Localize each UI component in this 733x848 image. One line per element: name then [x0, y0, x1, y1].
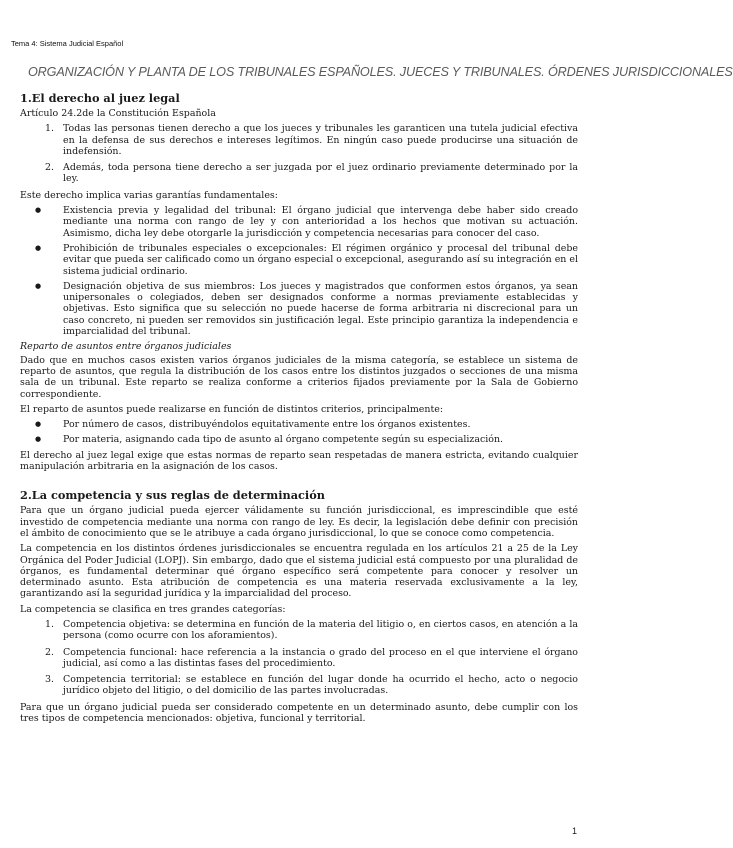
section-2-paragraph-2: La competencia en los distintos órdenes jurisdiccionales se encuentra regulada en los artículos 21 a 25 de la Ley Orgánica del Poder Judicial (LOPJ). Sin embargo, dado que el sistema judicial está compuesto por una pluralidad de órganos, es fundamental determinar qué órgano específico será competente para conocer y resolver un determinado asunto. Esta atribución de competencia es una materia reservada exclusivamente a la ley, garantizando así la seguridad jurídica y la imparcialidad del proceso. — [20, 543, 578, 600]
header-tag: Tema 4: Sistema Judicial Español — [11, 39, 124, 48]
list-item: 1. Todas las personas tienen derecho a que los jueces y tribunales les garanticen una tutela judicial efectiva en la defensa de sus derechos e intereses legítimos. En ningún caso puede producirse una situación de indefensión. — [57, 123, 578, 157]
section-1-heading: 1.El derecho al juez legal — [20, 91, 180, 105]
page-number: 1 — [571, 826, 577, 836]
section-2-closing: Para que un órgano judicial pueda ser considerado competente en un determinado asunto, debe cumplir con los tres tipos de competencia mencionados: objetiva, funcional y territorial. — [20, 701, 578, 725]
reparto-paragraph-2: El reparto de asuntos puede realizarse en función de distintos criterios, principalmente: — [20, 403, 444, 415]
list-item: ● Por materia, asignando cada tipo de asunto al órgano competente según su especialización. — [57, 434, 578, 445]
list-item: 1. Competencia objetiva: se determina en función de la materia del litigio o, en ciertos casos, en atención a la persona (como ocurre con los aforamientos). — [57, 619, 578, 642]
section-1-numbered-list — [20, 123, 578, 184]
reparto-paragraph-1: Dado que en muchos casos existen varios órganos judiciales de la misma categoría, se establece un sistema de reparto de asuntos, que regula la distribución de los casos entre los distintos juzgados o secciones de una misma sala de un tribunal. Este reparto se realiza conforme a criterios fijados previamente por la Sala de Gobierno correspondiente. — [20, 354, 578, 400]
section-2-heading: 2.La competencia y sus reglas de determinación — [20, 488, 325, 503]
list-item: ● Prohibición de tribunales especiales o excepcionales: El régimen orgánico y procesal del tribunal debe evitar que pueda ser calificado como un órgano especial o excepcional, asegurando así su integración en el sistema judicial ordinario. — [57, 243, 578, 277]
guarantees-intro: Este derecho implica varias garantías fundamentales: — [20, 189, 278, 201]
guarantees-list — [20, 205, 578, 337]
reparto-list — [20, 419, 578, 446]
list-item: 2. Además, toda persona tiene derecho a ser juzgada por el juez ordinario previamente determinado por la ley. — [57, 162, 578, 185]
section-1-closing: El derecho al juez legal exige que estas normas de reparto sean respetadas de manera estricta, evitando cualquier manipulación arbitraria en la asignación de los casos. — [20, 449, 578, 473]
competence-types-list — [20, 619, 578, 697]
article-reference: Artículo 24.2de la Constitución Española — [20, 108, 216, 119]
section-2-paragraph-1: Para que un órgano judicial pueda ejercer válidamente su función jurisdiccional, es imprescindible que esté investido de competencia mediante una norma con rango de ley. Es decir, la legislación debe definir con precisión el ámbito de conocimiento que se le atribuye a cada órgano jurisdiccional, lo que se conoce como competencia. — [20, 505, 578, 539]
section-2-paragraph-3: La competencia se clasifica en tres grandes categorías: — [20, 603, 286, 615]
list-item: ● Designación objetiva de sus miembros: Los jueces y magistrados que conformen estos órganos, ya sean unipersonales o colegiados, deben ser designados conforme a normas previamente establecidas y objetivas. Esto significa que su selección no puede hacerse de forma arbitraria ni discrecional para un caso concreto, ni pueden ser removidos sin justificación legal. Este principio garantiza la independencia e imparcialidad del tribunal. — [57, 281, 578, 337]
document-title: ORGANIZACIÓN Y PLANTA DE LOS TRIBUNALES ESPAÑOLES. JUECES Y TRIBUNALES. ÓRDENES JURISDICCIONALES — [28, 64, 733, 79]
reparto-subheading: Reparto de asuntos entre órganos judiciales — [20, 341, 232, 353]
list-item: ● Existencia previa y legalidad del tribunal: El órgano judicial que intervenga debe haber sido creado mediante una norma con rango de ley y con anterioridad a los hechos que motivan su actuación. Asimismo, dicha ley debe otorgarle la jurisdicción y competencia necesarias para conocer del caso. — [57, 205, 578, 239]
list-item: 3. Competencia territorial: se establece en función del lugar donde ha ocurrido el hecho, acto o negocio jurídico objeto del litigio, o del domicilio de las partes involucradas. — [57, 674, 578, 697]
list-item: 2. Competencia funcional: hace referencia a la instancia o grado del proceso en el que interviene el órgano judicial, así como a las distintas fases del procedimiento. — [57, 647, 578, 670]
document-body — [20, 92, 578, 728]
list-item: ● Por número de casos, distribuyéndolos equitativamente entre los órganos existentes. — [57, 419, 578, 430]
